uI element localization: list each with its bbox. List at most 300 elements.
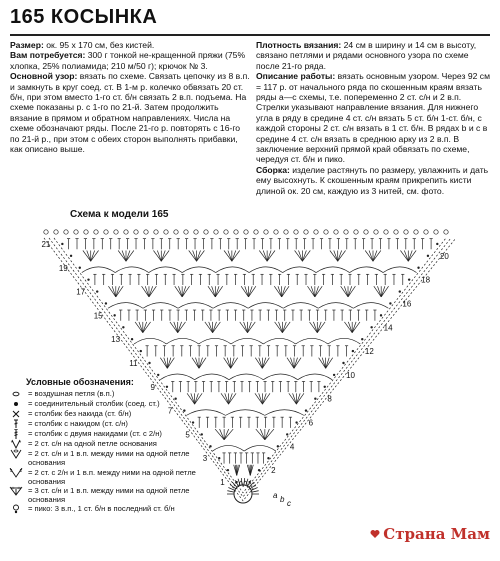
fan-stitch [341, 286, 348, 297]
fan-stitch [149, 286, 153, 297]
fan-stitch [87, 251, 91, 262]
fan-stitch [302, 251, 310, 262]
fan-stitch [315, 286, 322, 297]
density-text: 24 см в ширину и 14 см в высоту, связано петлями и рядами основного узора по схеме после 21-го ряда. [256, 40, 477, 71]
size-text: ок. 95 х 170 см, без кистей. [46, 40, 155, 50]
fan-stitch [178, 322, 182, 333]
chain-arc [226, 410, 265, 416]
legend-item-text: = 2 ст. с/н на одной петле основания [28, 439, 157, 449]
edge-stitch [286, 433, 288, 435]
work-text: вязать основным узором. Через 92 см = 117 р. от начального ряда по скошенным краям вязать ряды а—с схемы, т.е. попеременно 2 ст. с/н и 2 в.п. Стрелки указывают направление вязания. Для нижнего угла в ряду в средине 4 ст. с/н вязать 5 ст. б/н 1-ст. б/н, с каждой стороны 2 ст. с/н вязать в 1 ст. б/н. В рядах b и с в средине 4 ст. с/н вязать в среднюю арку из 2 в.п. В заключение верхний прямой край обвязать по схеме, чередуя ст. б/н и пико. [256, 71, 490, 165]
edge-stitch [399, 290, 401, 292]
motif-stitch [241, 478, 242, 485]
picot-icon [414, 230, 418, 234]
legend-item [6, 439, 206, 449]
fan-stitch [262, 358, 266, 369]
fan-stitch [182, 286, 189, 297]
fan-stitch [311, 286, 315, 297]
fan-stitch [249, 286, 253, 297]
fan-stitch [245, 286, 249, 297]
row-number-left: 13 [111, 335, 121, 345]
picot-icon [214, 230, 218, 234]
picot-icon [264, 230, 268, 234]
row-number-right: 16 [402, 299, 412, 309]
chain-arc [265, 410, 304, 416]
legend-item-text: = столбик с накидом (ст. с/н) [28, 419, 128, 429]
fan-stitch [265, 429, 274, 440]
picot-icon [154, 230, 158, 234]
heart-icon [370, 529, 380, 539]
chain-arc [199, 338, 231, 344]
edge-stitch [380, 314, 382, 316]
fan-stitch [369, 251, 373, 262]
fan-stitch [228, 251, 232, 262]
size-paragraph [10, 40, 250, 50]
work-label: Описание работы: [256, 71, 336, 82]
chain-arc [216, 267, 249, 273]
fan-stitch [365, 251, 373, 262]
fan-stitch [400, 251, 408, 262]
fan-stitch [282, 322, 290, 333]
chain-arc [182, 267, 215, 273]
picot-icon [204, 230, 208, 234]
fan-stitch [348, 286, 352, 297]
picot-icon [6, 504, 26, 514]
pattern-paragraph [10, 71, 250, 154]
right-column [256, 40, 492, 196]
fan-stitch [199, 358, 203, 369]
fan-stitch [249, 286, 256, 297]
fan-stitch [224, 429, 233, 440]
chain-arc [318, 303, 353, 309]
fan-stitch [263, 251, 267, 262]
edge-stitch [227, 469, 229, 471]
assembly-text: изделие растянуть по размеру, увлажнить и дать ему высохнуть. К скошенным краям прикрепить кисти длиной ок. 20 см, каждую из 3 нитей, см. фото. [256, 164, 489, 196]
fan-stitch [296, 393, 304, 404]
fan-stitch [290, 358, 294, 369]
fan-stitch [220, 429, 225, 440]
fan-stitch [91, 251, 99, 262]
motif-stitch [227, 491, 234, 492]
edge-stitch [113, 314, 115, 316]
fan-stitch [83, 251, 91, 262]
edge-row-label: a [273, 491, 278, 500]
density-label: Плотность вязания: [256, 40, 342, 50]
picot-icon [84, 230, 88, 234]
fan-stitch [344, 322, 352, 333]
fan-stitch [255, 358, 262, 369]
fan-stitch [315, 286, 319, 297]
fan-stitch [193, 251, 197, 262]
motif-stitch [244, 478, 245, 485]
row-number-right: 18 [421, 275, 431, 285]
legend-item [6, 449, 206, 467]
edge-stitch [427, 255, 429, 257]
fan-stitch [260, 429, 265, 440]
fan-stitch [381, 286, 385, 297]
legend-item [6, 419, 206, 429]
fan-stitch [215, 286, 222, 297]
chain-arc [115, 267, 148, 273]
fan-stitch [232, 251, 236, 262]
fan-stitch [294, 358, 298, 369]
assembly-paragraph [256, 165, 492, 196]
edge-stitch [342, 362, 344, 364]
chain-arc [231, 338, 263, 344]
fan-stitch [256, 429, 265, 440]
picot-icon [404, 230, 408, 234]
pattern-text: вязать по схеме. Связать цепочку из 8 в.п. и замкнуть в круг соед. ст. В 1-м р. колечко обвязать 20 ст. б/н, при этом вместо 1-го ст. б/н связать 2 в.п. подъема. На схеме показаны р. с 1-го по 21-й. Затем продолжить вязание в прямом и обратном направлениях. Числа на схеме обозначают ряды. После 21-го р. повторять с 16-го по 21-й р., при этом с обеих сторон выполнять прибавки, как описано выше. [10, 71, 250, 155]
tr-icon [6, 429, 26, 439]
watermark [370, 525, 490, 543]
edge-row-label: c [287, 499, 291, 508]
edge-stitch [333, 374, 335, 376]
fan-stitch [157, 251, 161, 262]
need-paragraph [10, 50, 250, 71]
chart-row [140, 346, 354, 357]
fan-stitch [408, 251, 416, 262]
density-paragraph [256, 40, 492, 71]
picot-icon [94, 230, 98, 234]
row-number-left: 3 [202, 454, 208, 464]
dc-icon [6, 419, 26, 429]
legend-item [6, 486, 206, 504]
fan-stitch [282, 322, 286, 333]
chain-arc [213, 445, 245, 451]
chain-arc [263, 374, 297, 380]
fan-stitch [279, 322, 283, 333]
chain-arc [143, 303, 178, 309]
edge-stitch [148, 362, 150, 364]
fan-stitch [278, 286, 282, 297]
chart-row [113, 310, 382, 321]
edge-stitch [305, 409, 307, 411]
chain-arc [328, 338, 360, 344]
fan-stitch [244, 322, 248, 333]
edge-row-label: b [280, 495, 285, 504]
fan-stitch [145, 286, 149, 297]
fan-stitch [348, 322, 352, 333]
row-number-right: 6 [308, 418, 314, 428]
fan-stitch [404, 251, 408, 262]
row-number-right: 20 [439, 251, 449, 261]
fan-stitch [352, 322, 356, 333]
edge-stitch [140, 350, 142, 352]
fan-stitch [267, 251, 271, 262]
picot-icon [134, 230, 138, 234]
v2dc-ch-icon [6, 449, 26, 459]
fan-stitch [317, 322, 321, 333]
v2dc-icon [6, 439, 26, 449]
picot-icon [344, 230, 348, 234]
fan-stitch [373, 251, 377, 262]
edge-stitch [314, 398, 316, 400]
fan-stitch [231, 358, 235, 369]
picot-icon [384, 230, 388, 234]
fan-stitch [192, 358, 199, 369]
edge-stitch [258, 469, 260, 471]
fan-stitch [167, 358, 171, 369]
fan-stitch [241, 286, 248, 297]
size-label: Размер: [10, 40, 44, 50]
fan-stitch [143, 322, 147, 333]
edge-stitch [408, 278, 410, 280]
chain-arc [149, 267, 182, 273]
legend-item-text: = 3 ст. с/н и 1 в.п. между ними на одной петле основания [28, 486, 190, 505]
legend-item [6, 399, 206, 409]
watermark-text: Страна Мам [383, 525, 490, 543]
fan-stitch [108, 286, 115, 297]
fan-stitch [215, 286, 219, 297]
chart-row [218, 453, 270, 464]
fan-stitch [224, 358, 231, 369]
fan-stitch [373, 251, 381, 262]
fan-stitch [319, 358, 326, 369]
picot-icon [394, 230, 398, 234]
need-label: Вам потребуется: [10, 50, 86, 61]
fan-stitch [161, 251, 169, 262]
edge-stitch [70, 255, 72, 257]
title-bar [10, 6, 490, 32]
chain-arc [353, 303, 388, 309]
chart-row [148, 358, 344, 369]
picot-icon [54, 230, 58, 234]
fan-stitch [164, 358, 168, 369]
fan-stitch [161, 251, 165, 262]
fan-stitch [153, 251, 161, 262]
picot-icon [284, 230, 288, 234]
fan-stitch [142, 286, 149, 297]
fan-stitch [338, 251, 342, 262]
chart-row [227, 465, 261, 476]
fan-stitch [122, 251, 126, 262]
fan-stitch [118, 251, 126, 262]
row-number-left: 17 [76, 287, 86, 297]
fan-stitch [259, 358, 263, 369]
fan-stitch [227, 358, 231, 369]
chart-row [122, 322, 373, 333]
legend-item [6, 406, 206, 419]
picot-icon [114, 230, 118, 234]
fan-stitch [135, 322, 143, 333]
fan-stitch [302, 251, 306, 262]
chain-icon [6, 389, 26, 399]
row-number-left: 11 [129, 359, 138, 368]
edge-stitch [96, 290, 98, 292]
fan-stitch [208, 286, 215, 297]
edge-stitch [436, 243, 438, 245]
picot-icon [324, 230, 328, 234]
fan-stitch [197, 251, 205, 262]
edge-stitch [209, 445, 211, 447]
fan-stitch [182, 286, 186, 297]
fan-stitch [348, 286, 355, 297]
chain-arc [298, 374, 332, 380]
legend-item-text: = 2 ст. с/н и 1 в.п. между ними на одной петле основания [28, 449, 190, 468]
legend-item [6, 468, 206, 486]
sc-icon [6, 409, 26, 419]
row-number-left: 5 [185, 430, 190, 440]
row-number-left: 1 [220, 478, 225, 488]
v2tr-ch-icon [6, 468, 26, 478]
fan-stitch [408, 251, 412, 262]
chart-title: Схема к модели 165 [70, 209, 169, 220]
chain-arc [229, 374, 263, 380]
fan-stitch [175, 286, 182, 297]
fan-stitch [224, 429, 229, 440]
picot-icon [234, 230, 238, 234]
picot-icon [174, 230, 178, 234]
chart-row [209, 445, 279, 451]
picot-icon [164, 230, 168, 234]
row-number-left: 19 [58, 263, 68, 273]
need-text: 300 г тонкой не-кращенной пряжи (75% хлопка, 25% полиамида; 210 м/50 г); крючок № 3. [10, 50, 246, 71]
picot-icon [304, 230, 308, 234]
fan-stitch [170, 322, 178, 333]
picot-icon [104, 230, 108, 234]
row-number-left: 7 [167, 406, 173, 416]
chain-arc [283, 267, 316, 273]
fan-stitch [248, 322, 252, 333]
fan-stitch [259, 251, 267, 262]
fan-stitch [199, 358, 206, 369]
shell-icon [6, 486, 26, 496]
fan-stitch [326, 358, 333, 369]
fan-stitch [231, 358, 238, 369]
picot-icon [254, 230, 258, 234]
picot-icon [334, 230, 338, 234]
chain-arc [283, 303, 318, 309]
fan-stitch [274, 286, 281, 297]
edge-stitch [361, 338, 363, 340]
fan-stitch [317, 322, 325, 333]
row-number-right: 14 [383, 323, 393, 333]
fan-stitch [255, 393, 263, 404]
edge-stitch [389, 302, 391, 304]
fan-stitch [259, 393, 263, 404]
fan-stitch [293, 393, 297, 404]
fan-stitch [287, 358, 294, 369]
row-number-left: 15 [93, 311, 103, 321]
edge-stitch [61, 243, 63, 245]
legend-item-text: = воздушная петля (в.п.) [28, 389, 115, 399]
fan-stitch [295, 251, 303, 262]
fan-stitch [139, 322, 143, 333]
picot-icon [224, 230, 228, 234]
edge-stitch [324, 386, 326, 388]
chain-arc [350, 267, 383, 273]
edge-stitch [87, 278, 89, 280]
picot-edge [44, 230, 448, 234]
chain-arc [213, 303, 248, 309]
chain-arc [82, 267, 115, 273]
fan-stitch [178, 286, 182, 297]
edge-stitch [122, 326, 124, 328]
fan-stitch [282, 286, 286, 297]
chain-arc [263, 338, 295, 344]
fan-stitch [330, 251, 338, 262]
legend-item [6, 504, 206, 514]
fan-stitch [265, 429, 270, 440]
fan-stitch [307, 286, 314, 297]
chain-arc [134, 338, 166, 344]
chart-row [87, 274, 410, 285]
fan-stitch [267, 251, 275, 262]
picot-icon [354, 230, 358, 234]
fan-stitch [262, 393, 266, 404]
chain-arc [244, 445, 276, 451]
legend-item-text: = столбик без накида (ст. б/н) [28, 409, 132, 419]
fan-stitch [378, 286, 382, 297]
fan-stitch [229, 393, 233, 404]
chart-row [201, 429, 289, 440]
fan-stitch [178, 322, 186, 333]
fan-stitch [167, 358, 174, 369]
picot-icon [424, 230, 428, 234]
picot-icon [124, 230, 128, 234]
picot-icon [444, 230, 448, 234]
picot-icon [434, 230, 438, 234]
legend-item [6, 429, 206, 439]
fan-stitch [282, 286, 289, 297]
row-number-right: 2 [271, 466, 276, 476]
legend-item-text: = 2 ст. с 2/н и 1 в.п. между ними на одной петле основания [28, 467, 196, 486]
row-number-left: 9 [150, 382, 155, 392]
edge-stitch [352, 350, 354, 352]
edge-stitch [105, 302, 107, 304]
fan-stitch [275, 322, 283, 333]
fan-stitch [195, 358, 199, 369]
chain-arc [316, 267, 349, 273]
row-number-right: 12 [364, 347, 374, 357]
fan-stitch [213, 322, 217, 333]
edge-stitch [417, 267, 419, 269]
edge-stitch [277, 445, 279, 447]
page-title: 165 КОСЫНКА [10, 6, 158, 28]
fan-stitch [334, 251, 338, 262]
fan-stitch [116, 286, 120, 297]
chain-arc [178, 303, 213, 309]
fan-stitch [213, 322, 221, 333]
fan-stitch [160, 358, 167, 369]
fan-stitch [215, 429, 224, 440]
picot-icon [184, 230, 188, 234]
work-paragraph [256, 71, 492, 165]
picot-icon [314, 230, 318, 234]
chain-arc [383, 267, 416, 273]
legend-item-text: = пико: 3 в.п., 1 ст. б/н в последний ст. б/н [28, 504, 175, 514]
fan-stitch [232, 251, 240, 262]
legend-item-text: = столбик с двумя накидами (ст. с 2/н) [28, 429, 162, 439]
fan-stitch [381, 286, 388, 297]
fan-stitch [289, 393, 297, 404]
picot-icon [194, 230, 198, 234]
edge-stitch [131, 338, 133, 340]
picot-icon [294, 230, 298, 234]
fan-stitch [344, 286, 348, 297]
pattern-label: Основной узор: [10, 71, 78, 82]
fan-stitch [262, 393, 270, 404]
edge-stitch [267, 457, 269, 459]
chart-row [96, 286, 401, 297]
fan-stitch [126, 251, 134, 262]
fan-stitch [229, 393, 237, 404]
legend-title: Условные обозначения: [26, 377, 134, 387]
edge-stitch [295, 421, 297, 423]
edge-stitch [218, 457, 220, 459]
fan-stitch [224, 251, 232, 262]
assembly-label: Сборка: [256, 164, 290, 175]
